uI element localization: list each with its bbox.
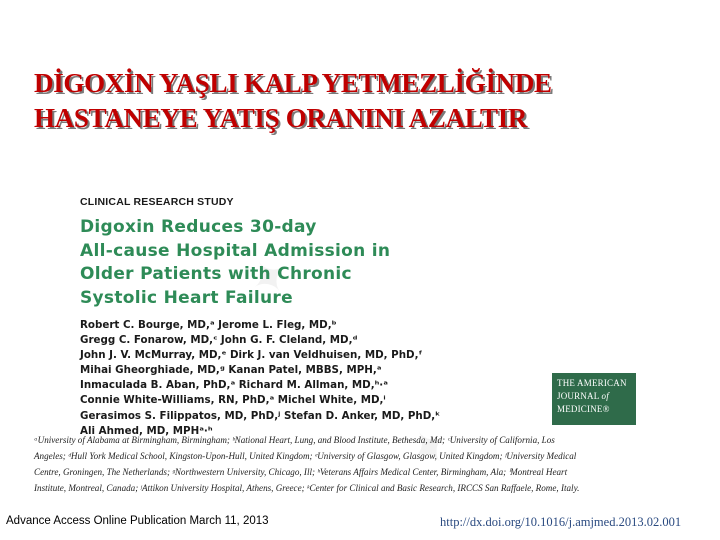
journal-logo-word: of (601, 391, 609, 401)
background-watermark: ✦ (237, 243, 303, 313)
affiliation-line: ᵃUniversity of Alabama at Birmingham, Birmingham; ᵇNational Heart, Lung, and Blood Institute, Bethesda, Md; ᶜUniversity of California, Los (34, 435, 555, 445)
article-title-line: Systolic Heart Failure (80, 287, 293, 308)
affiliation-line: Angeles; ᵈHull York Medical School, Kingston-Upon-Hull, United Kingdom; ᵉUniversity of Glasgow, Glasgow, United Kingdom; ᶠUniversity Medical (34, 451, 577, 461)
slide-title-line-1: DİGOXİN YAŞLI KALP YETMEZLİĞİNDE (34, 68, 552, 98)
doi-link[interactable]: http://dx.doi.org/10.1016/j.amjmed.2013.02.001 (440, 515, 682, 529)
author-line: Gerasimos S. Filippatos, MD, PhD,ʲ Stefan D. Anker, MD, PhD,ᵏ (80, 409, 441, 422)
author-list (80, 318, 550, 439)
affiliations (34, 432, 694, 496)
author-line: Gregg C. Fonarow, MD,ᶜ John G. F. Cleland, MD,ᵈ (80, 334, 358, 347)
journal-logo-line: MEDICINE® (557, 404, 610, 414)
author-line: Ali Ahmed, MD, MPHᵃ·ʰ (80, 424, 213, 437)
slide-title-line-2: HASTANEYE YATIŞ ORANINI AZALTIR (34, 103, 528, 133)
article-title (80, 216, 700, 310)
author-line: Inmaculada B. Aban, PhD,ᵃ Richard M. Allman, MD,ʰ·ᵃ (80, 379, 388, 392)
publication-date: Advance Access Online Publication March 11, 2013 (6, 515, 269, 527)
slide-title (34, 66, 694, 136)
affiliation-line: Centre, Groningen, The Netherlands; ᵍNorthwestern University, Chicago, Ill; ʰVeterans Affairs Medical Center, Birmingham, Ala; ⁱMontreal Heart (34, 467, 568, 477)
background-watermark: ✦ (397, 413, 463, 483)
author-line: John J. V. McMurray, MD,ᵉ Dirk J. van Veldhuisen, MD, PhD,ᶠ (80, 349, 423, 362)
affiliation-line: Institute, Montreal, Canada; ʲAttikon University Hospital, Athens, Greece; ᵏCenter for Clinical and Basic Research, IRCCS San Raffaele, Rome, Italy. (34, 483, 580, 493)
author-line: Robert C. Bourge, MD,ᵃ Jerome L. Fleg, MD,ᵇ (80, 319, 337, 331)
article-header (80, 196, 700, 310)
journal-logo-word: JOURNAL (557, 391, 602, 401)
journal-logo (552, 373, 636, 425)
article-title-line: Older Patients with Chronic (80, 264, 352, 284)
journal-logo-line (557, 390, 636, 403)
article-title-line: Digoxin Reduces 30-day (80, 217, 317, 237)
author-line: Mihai Gheorghiade, MD,ᵍ Kanan Patel, MBBS, MPH,ᵃ (80, 364, 382, 377)
author-line: Connie White-Williams, RN, PhD,ᵃ Michel White, MD,ⁱ (80, 394, 386, 407)
study-type-label: CLINICAL RESEARCH STUDY (80, 196, 234, 208)
journal-logo-line: THE AMERICAN (557, 378, 627, 388)
article-title-line: All-cause Hospital Admission in (80, 240, 391, 261)
